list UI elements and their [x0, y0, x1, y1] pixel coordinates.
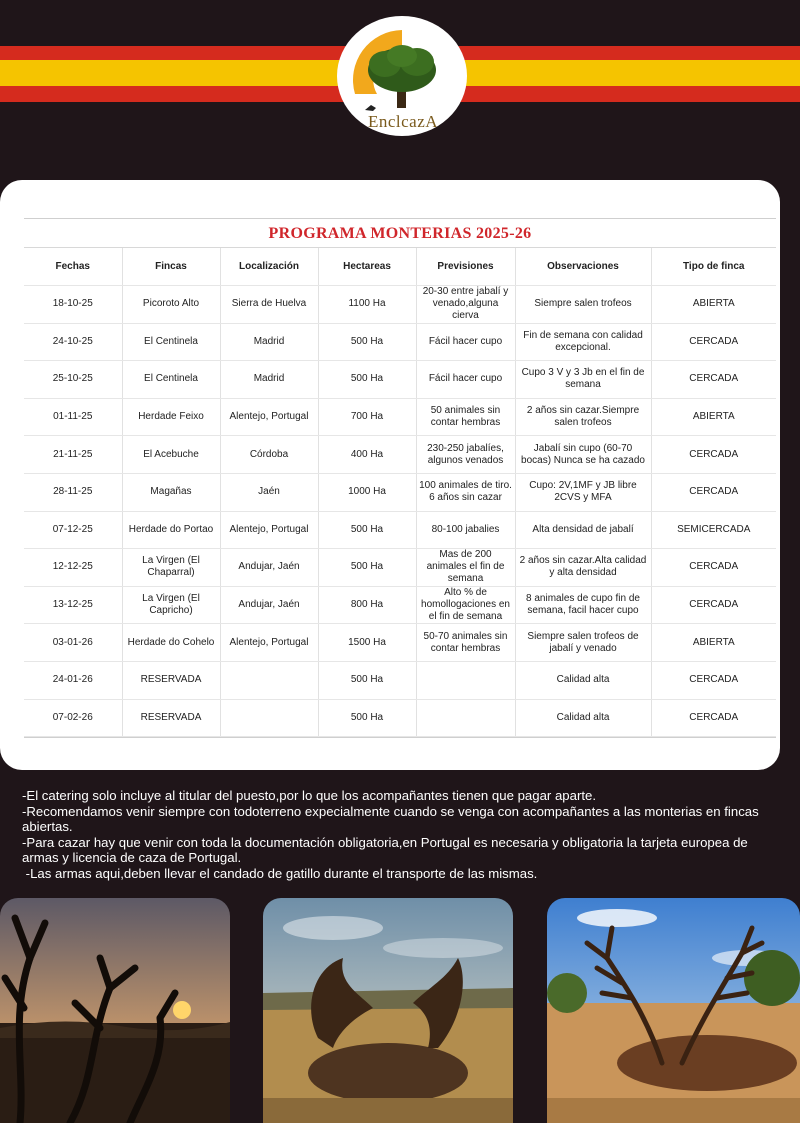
cell-finca: El Acebuche	[122, 436, 220, 474]
table-row	[24, 398, 776, 436]
enclcaza-logo	[337, 16, 467, 136]
table-header-row	[24, 248, 776, 286]
column-header-fechas: Fechas	[24, 248, 122, 286]
table-row	[24, 661, 776, 699]
cell-type: CERCADA	[651, 549, 776, 587]
cell-forecast: 230-250 jabalíes, algunos venados	[416, 436, 515, 474]
column-header-previsiones: Previsiones	[416, 248, 515, 286]
cell-observations: Cupo 3 V y 3 Jb en el fin de semana	[515, 361, 651, 399]
cell-date: 18-10-25	[24, 286, 122, 324]
cell-hectares: 1100 Ha	[318, 286, 416, 324]
cell-location: Córdoba	[220, 436, 318, 474]
cell-observations: Siempre salen trofeos	[515, 286, 651, 324]
cell-type: ABIERTA	[651, 286, 776, 324]
cell-forecast: 100 animales de tiro. 6 años sin cazar	[416, 473, 515, 511]
cell-forecast: Fácil hacer cupo	[416, 323, 515, 361]
cell-hectares: 500 Ha	[318, 661, 416, 699]
note-vehicle: -Recomendamos venir siempre con todoterreno expecialmente cuando se venga con acompañantes a las monterias en fincas abiertas.	[22, 803, 763, 835]
cell-finca: Magañas	[122, 473, 220, 511]
cell-location: Andujar, Jaén	[220, 549, 318, 587]
cell-forecast: 50-70 animales sin contar hembras	[416, 624, 515, 662]
cell-hectares: 1500 Ha	[318, 624, 416, 662]
cell-type: CERCADA	[651, 473, 776, 511]
cell-finca: RESERVADA	[122, 699, 220, 737]
cell-forecast: 80-100 jabalies	[416, 511, 515, 549]
cell-forecast: Alto % de homollogaciones en el fin de semana	[416, 586, 515, 624]
cell-observations: Siempre salen trofeos de jabalí y venado	[515, 624, 651, 662]
cell-forecast: 20-30 entre jabalí y venado,alguna cierva	[416, 286, 515, 324]
cell-hectares: 500 Ha	[318, 699, 416, 737]
cell-observations: 2 años sin cazar.Siempre salen trofeos	[515, 398, 651, 436]
column-header-fincas: Fincas	[122, 248, 220, 286]
cell-finca: El Centinela	[122, 323, 220, 361]
cell-hectares: 800 Ha	[318, 586, 416, 624]
cell-location: Andujar, Jaén	[220, 586, 318, 624]
cell-date: 03-01-26	[24, 624, 122, 662]
cell-location: Alentejo, Portugal	[220, 624, 318, 662]
cell-hectares: 400 Ha	[318, 436, 416, 474]
note-weapons: -Las armas aqui,deben llevar el candado de gatillo durante el transporte de las mismas.	[22, 865, 538, 881]
table-row	[24, 361, 776, 399]
cell-hectares: 700 Ha	[318, 398, 416, 436]
cell-hectares: 500 Ha	[318, 511, 416, 549]
column-header-tipo-de-finca: Tipo de finca	[651, 248, 776, 286]
cell-location	[220, 661, 318, 699]
cell-finca: La Virgen (El Chaparral)	[122, 549, 220, 587]
note-catering: -El catering solo incluye al titular del puesto,por lo que los acompañantes tienen que pagar aparte.	[22, 788, 597, 803]
schedule-title: PROGRAMA MONTERIAS 2025-26	[24, 219, 776, 248]
cell-location	[220, 699, 318, 737]
cell-hectares: 500 Ha	[318, 361, 416, 399]
logo-text: EnclcazA	[367, 112, 439, 131]
cell-finca: La Virgen (El Capricho)	[122, 586, 220, 624]
cell-observations: Alta densidad de jabalí	[515, 511, 651, 549]
cell-finca: Picoroto Alto	[122, 286, 220, 324]
table-row	[24, 473, 776, 511]
cell-finca: Herdade Feixo	[122, 398, 220, 436]
cell-finca: Herdade do Cohelo	[122, 624, 220, 662]
table-row	[24, 586, 776, 624]
cell-date: 25-10-25	[24, 361, 122, 399]
cell-type: CERCADA	[651, 699, 776, 737]
cell-forecast: Fácil hacer cupo	[416, 361, 515, 399]
cell-date: 24-10-25	[24, 323, 122, 361]
cell-forecast	[416, 661, 515, 699]
cell-date: 07-02-26	[24, 699, 122, 737]
cell-date: 28-11-25	[24, 473, 122, 511]
cell-date: 21-11-25	[24, 436, 122, 474]
table-row	[24, 511, 776, 549]
note-documentation: -Para cazar hay que venir con toda la documentación obligatoria,en Portugal es necesaria y obligatoria la tarjeta europea de armas y licencia de caza de Portugal.	[22, 834, 752, 866]
cell-type: CERCADA	[651, 661, 776, 699]
table-row	[24, 436, 776, 474]
table-row	[24, 549, 776, 587]
column-header-observaciones: Observaciones	[515, 248, 651, 286]
cell-type: SEMICERCADA	[651, 511, 776, 549]
cell-hectares: 500 Ha	[318, 549, 416, 587]
sunset-antlers-photo	[0, 898, 230, 1123]
cell-observations: Calidad alta	[515, 699, 651, 737]
table-row	[24, 286, 776, 324]
cell-observations: Calidad alta	[515, 661, 651, 699]
cell-forecast: 50 animales sin contar hembras	[416, 398, 515, 436]
cell-location: Alentejo, Portugal	[220, 398, 318, 436]
cell-finca: Herdade do Portao	[122, 511, 220, 549]
table-row	[24, 323, 776, 361]
cell-date: 24-01-26	[24, 661, 122, 699]
fallow-deer-trophy-photo	[263, 898, 513, 1123]
cell-date: 13-12-25	[24, 586, 122, 624]
cell-location: Madrid	[220, 323, 318, 361]
cell-observations: Fin de semana con calidad excepcional.	[515, 323, 651, 361]
cell-date: 07-12-25	[24, 511, 122, 549]
cell-location: Alentejo, Portugal	[220, 511, 318, 549]
column-header-localizacion: Localización	[220, 248, 318, 286]
cell-observations: Cupo: 2V,1MF y JB libre 2CVS y MFA	[515, 473, 651, 511]
cell-location: Madrid	[220, 361, 318, 399]
cell-finca: RESERVADA	[122, 661, 220, 699]
table-row	[24, 699, 776, 737]
cell-type: ABIERTA	[651, 398, 776, 436]
cell-location: Sierra de Huelva	[220, 286, 318, 324]
cell-location: Jaén	[220, 473, 318, 511]
cell-date: 01-11-25	[24, 398, 122, 436]
cell-finca: El Centinela	[122, 361, 220, 399]
cell-type: CERCADA	[651, 361, 776, 399]
red-deer-trophy-photo	[547, 898, 800, 1123]
cell-forecast: Mas de 200 animales el fin de semana	[416, 549, 515, 587]
schedule-table-container	[24, 218, 776, 738]
cell-type: ABIERTA	[651, 624, 776, 662]
cell-observations: 8 animales de cupo fin de semana, facil hacer cupo	[515, 586, 651, 624]
table-row	[24, 624, 776, 662]
schedule-card	[0, 180, 780, 770]
cell-type: CERCADA	[651, 323, 776, 361]
notes-section	[22, 788, 782, 882]
schedule-table	[24, 248, 776, 737]
column-header-hectareas: Hectareas	[318, 248, 416, 286]
cell-observations: Jabalí sin cupo (60-70 bocas) Nunca se ha cazado	[515, 436, 651, 474]
cell-type: CERCADA	[651, 586, 776, 624]
cell-observations: 2 años sin cazar.Alta calidad y alta densidad	[515, 549, 651, 587]
cell-hectares: 500 Ha	[318, 323, 416, 361]
cell-forecast	[416, 699, 515, 737]
cell-type: CERCADA	[651, 436, 776, 474]
cell-hectares: 1000 Ha	[318, 473, 416, 511]
cell-date: 12-12-25	[24, 549, 122, 587]
